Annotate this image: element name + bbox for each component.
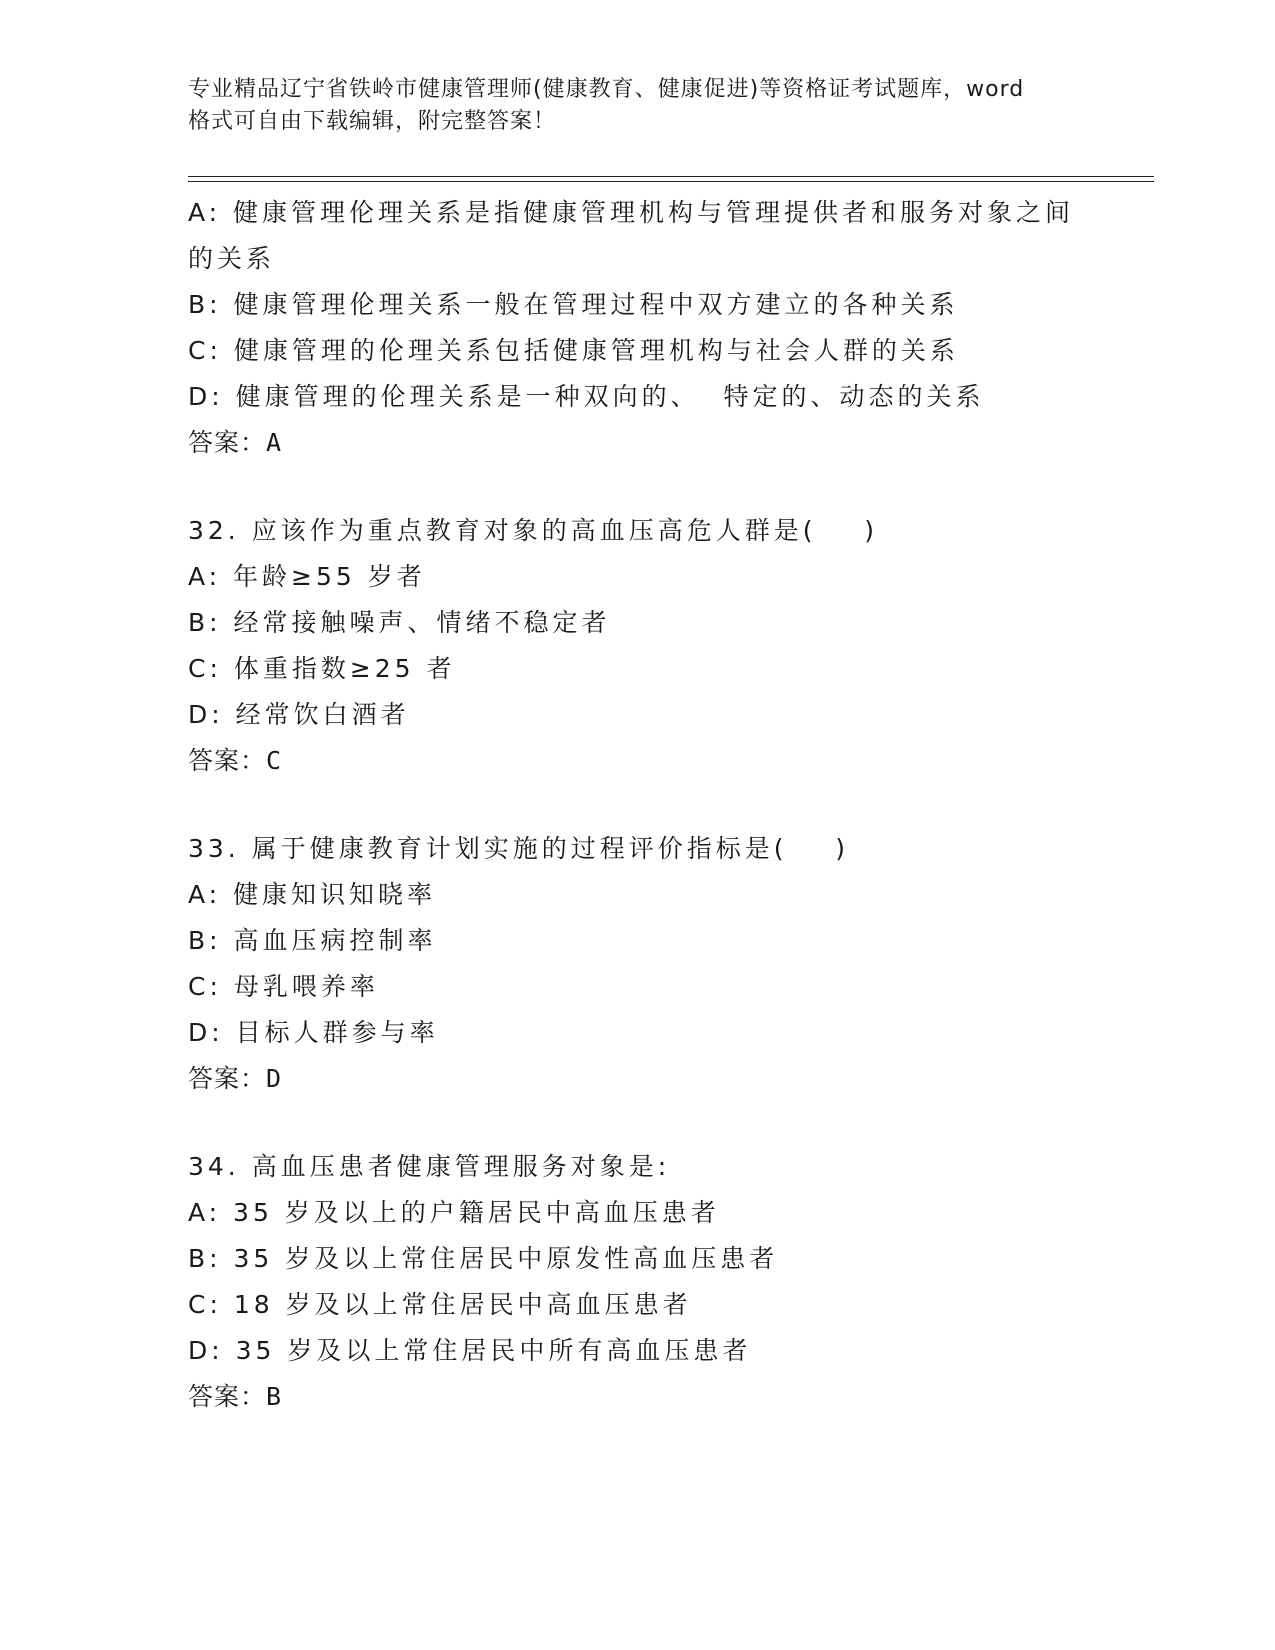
option-b: B: 经常接触噪声、情绪不稳定者 — [188, 608, 611, 637]
question-block-32 — [188, 508, 1148, 784]
answer-label: 答案： — [188, 746, 267, 775]
answer-value: A — [266, 428, 283, 457]
option-c: C: 健康管理的伦理关系包括健康管理机构与社会人群的关系 — [188, 336, 959, 365]
option-a: A: 健康管理伦理关系是指健康管理机构与管理提供者和服务对象之间 — [188, 198, 1075, 227]
answer-line — [188, 420, 1148, 466]
option-b: B: 35 岁及以上常住居民中原发性高血压患者 — [188, 1244, 779, 1273]
spacer — [188, 784, 1148, 826]
document-header — [188, 74, 1108, 138]
option-b: B: 高血压病控制率 — [188, 926, 437, 955]
header-divider-top — [188, 176, 1154, 177]
answer-value: C — [266, 746, 283, 775]
option-a: A: 35 岁及以上的户籍居民中高血压患者 — [188, 1198, 720, 1227]
option-d: D: 目标人群参与率 — [188, 1018, 439, 1047]
option-d: D: 健康管理的伦理关系是一种双向的、 特定的、动态的关系 — [188, 382, 985, 411]
question-content — [188, 190, 1148, 1420]
option-a-continued: 的关系 — [188, 244, 276, 273]
question-block-31 — [188, 190, 1148, 466]
question-text: 32. 应该作为重点教育对象的高血压高危人群是( ) — [188, 516, 879, 545]
answer-line — [188, 1056, 1148, 1102]
question-text: 34. 高血压患者健康管理服务对象是: — [188, 1152, 671, 1181]
spacer — [188, 466, 1148, 508]
option-c: C: 18 岁及以上常住居民中高血压患者 — [188, 1290, 692, 1319]
answer-label: 答案： — [188, 428, 267, 457]
option-a: A: 年龄≥55 岁者 — [188, 562, 426, 591]
answer-line — [188, 738, 1148, 784]
answer-label: 答案： — [188, 1064, 267, 1093]
question-block-33 — [188, 826, 1148, 1102]
spacer — [188, 1102, 1148, 1144]
header-line-2: 格式可自由下载编辑，附完整答案！ — [188, 109, 557, 134]
option-c: C: 母乳喂养率 — [188, 972, 379, 1001]
option-a: A: 健康知识知晓率 — [188, 880, 437, 909]
question-block-34 — [188, 1144, 1148, 1420]
option-b: B: 健康管理伦理关系一般在管理过程中双方建立的各种关系 — [188, 290, 959, 319]
answer-value: B — [266, 1382, 283, 1411]
question-text: 33. 属于健康教育计划实施的过程评价指标是( ) — [188, 834, 850, 863]
option-d: D: 经常饮白酒者 — [188, 700, 410, 729]
answer-label: 答案： — [188, 1382, 267, 1411]
option-d: D: 35 岁及以上常住居民中所有高血压患者 — [188, 1336, 752, 1365]
header-divider-bottom — [188, 181, 1154, 182]
option-c: C: 体重指数≥25 者 — [188, 654, 456, 683]
header-line-1: 专业精品辽宁省铁岭市健康管理师(健康教育、健康促进)等资格证考试题库，word — [188, 77, 1025, 102]
answer-value: D — [266, 1064, 283, 1093]
answer-line — [188, 1374, 1148, 1420]
